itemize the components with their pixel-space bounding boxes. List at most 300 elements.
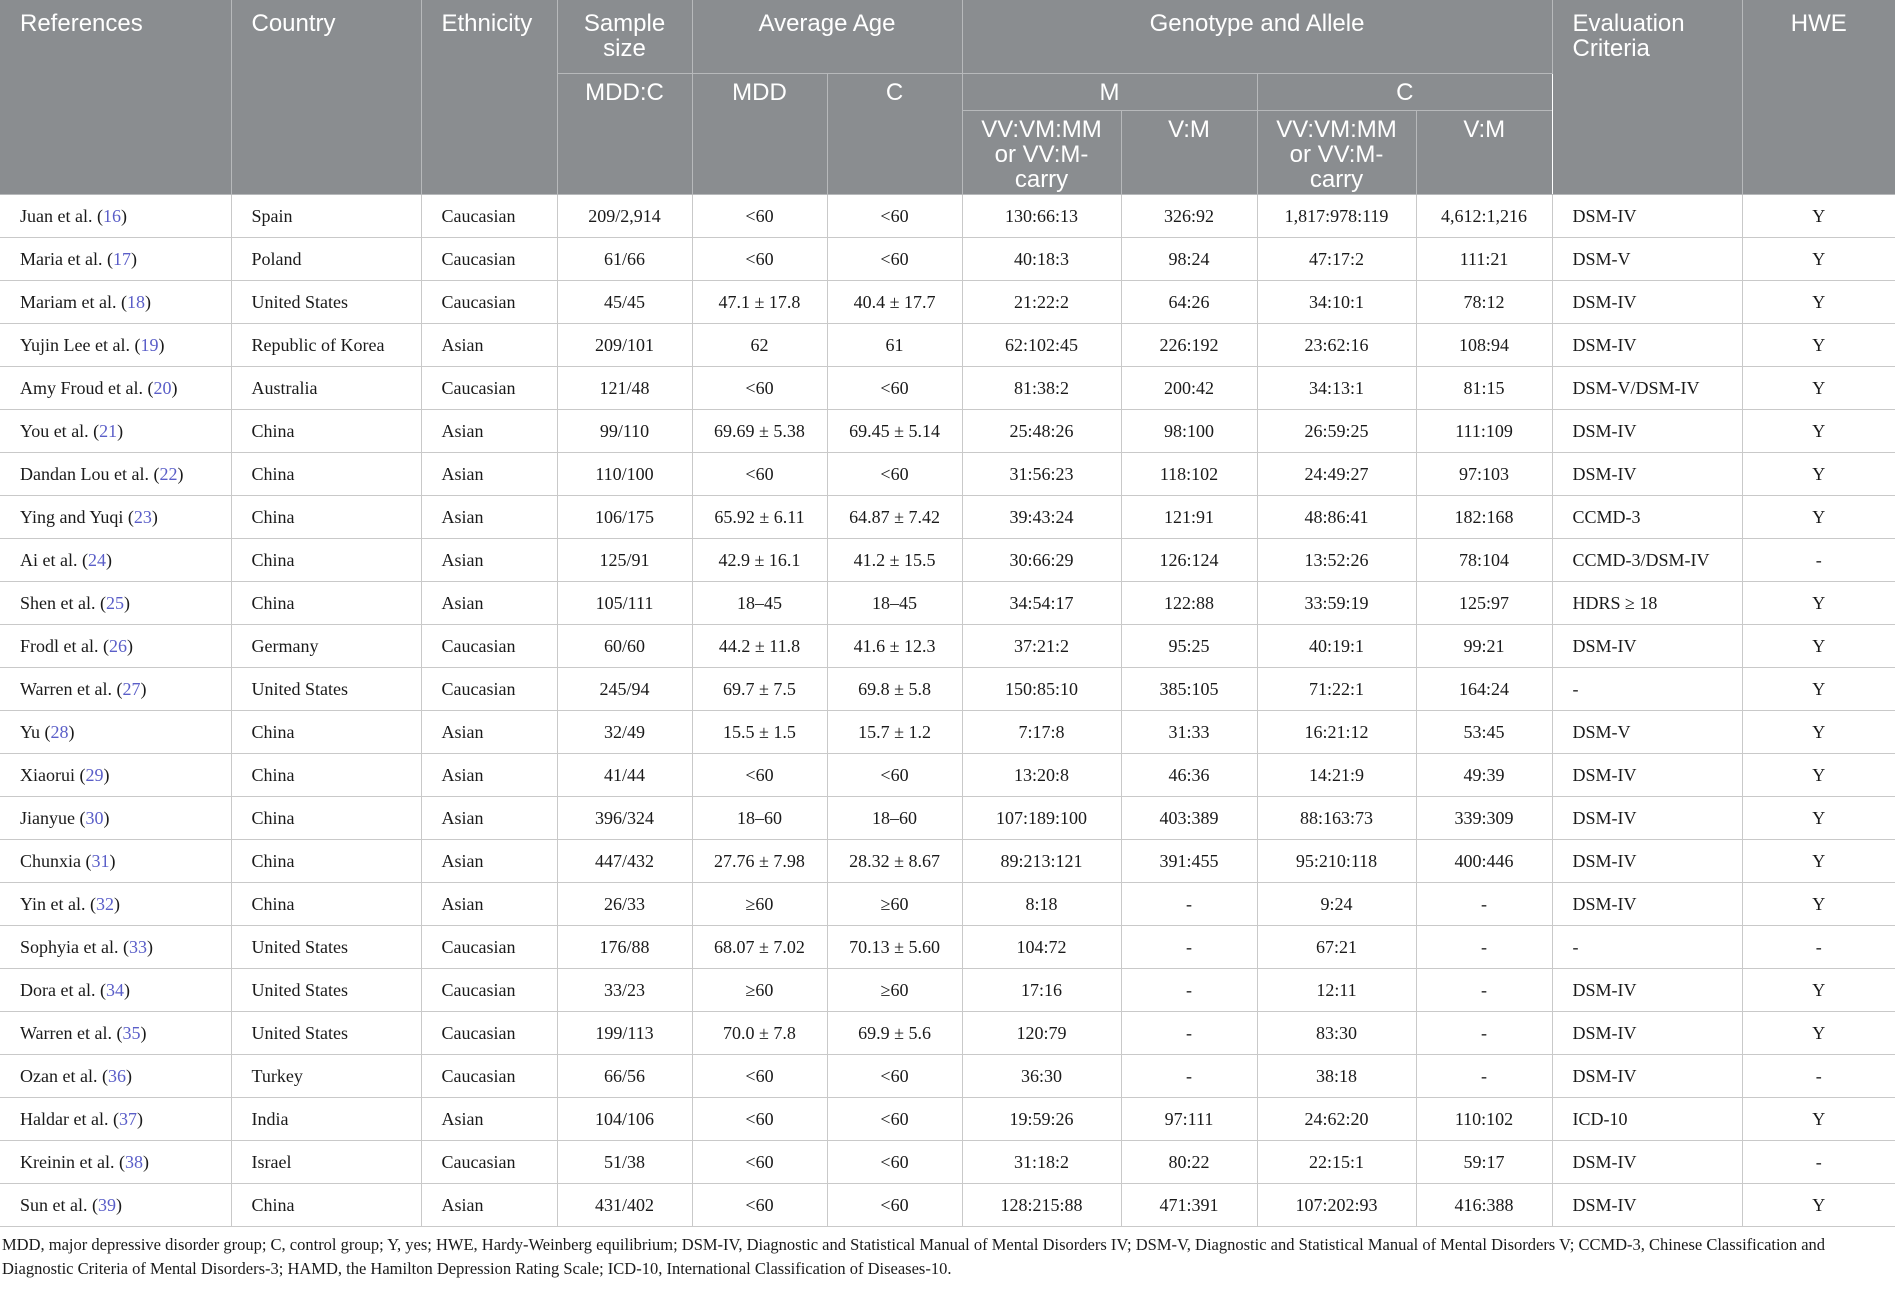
cell-reference (0, 1141, 231, 1184)
cell-sample-size: 447/432 (557, 840, 692, 883)
reference-number-link[interactable]: 39 (98, 1194, 116, 1215)
reference-author: Ozan et al. ( (20, 1065, 108, 1086)
reference-number-link[interactable]: 31 (91, 850, 110, 871)
cell-m-genotype: 30:66:29 (962, 539, 1121, 582)
cell-age-c: ≥60 (827, 883, 962, 926)
cell-reference (0, 840, 231, 883)
cell-evaluation-criteria: - (1552, 668, 1742, 711)
cell-sample-size: 26/33 (557, 883, 692, 926)
reference-number-link[interactable]: 25 (105, 592, 124, 613)
cell-c-allele: 4,612:1,216 (1416, 195, 1552, 238)
cell-age-c: 64.87 ± 7.42 (827, 496, 962, 539)
cell-sample-size: 105/111 (557, 582, 692, 625)
cell-c-genotype: 95:210:118 (1257, 840, 1416, 883)
cell-age-mdd: 65.92 ± 6.11 (692, 496, 827, 539)
cell-c-allele: 78:12 (1416, 281, 1552, 324)
table-row (0, 711, 1895, 754)
cell-c-genotype: 33:59:19 (1257, 582, 1416, 625)
reference-number-link[interactable]: 34 (105, 979, 124, 1000)
reference-author: Ying and Yuqi ( (20, 506, 134, 527)
cell-ethnicity: Caucasian (421, 238, 557, 281)
cell-hwe: Y (1742, 1012, 1895, 1055)
cell-evaluation-criteria: - (1552, 926, 1742, 969)
cell-m-genotype: 31:18:2 (962, 1141, 1121, 1184)
reference-number-link[interactable]: 23 (133, 506, 152, 527)
cell-evaluation-criteria: DSM-IV (1552, 410, 1742, 453)
cell-country: China (231, 410, 421, 453)
table-row (0, 969, 1895, 1012)
cell-m-genotype: 81:38:2 (962, 367, 1121, 410)
table-row (0, 1184, 1895, 1227)
cell-age-c: 15.7 ± 1.2 (827, 711, 962, 754)
cell-country: Germany (231, 625, 421, 668)
cell-country: United States (231, 969, 421, 1012)
cell-m-genotype: 17:16 (962, 969, 1121, 1012)
table-row (0, 926, 1895, 969)
cell-age-c: <60 (827, 367, 962, 410)
cell-age-mdd: <60 (692, 367, 827, 410)
cell-c-allele: 59:17 (1416, 1141, 1552, 1184)
cell-age-mdd: 44.2 ± 11.8 (692, 625, 827, 668)
reference-close-paren: ) (123, 592, 130, 613)
cell-ethnicity: Asian (421, 496, 557, 539)
cell-age-mdd: 70.0 ± 7.8 (692, 1012, 827, 1055)
cell-reference (0, 453, 231, 496)
header-genotype-allele: Genotype and Allele (962, 0, 1552, 74)
cell-c-genotype: 34:10:1 (1257, 281, 1416, 324)
cell-m-allele: 471:391 (1121, 1184, 1257, 1227)
cell-ethnicity: Caucasian (421, 281, 557, 324)
cell-m-genotype: 130:66:13 (962, 195, 1121, 238)
table-row (0, 410, 1895, 453)
cell-c-allele: 400:446 (1416, 840, 1552, 883)
cell-country: United States (231, 926, 421, 969)
cell-c-allele: 125:97 (1416, 582, 1552, 625)
reference-author: Mariam et al. ( (20, 291, 127, 312)
header-c-group: C (1257, 74, 1552, 111)
reference-author: Juan et al. ( (20, 205, 103, 226)
reference-number-link[interactable]: 35 (122, 1022, 141, 1043)
cell-age-mdd: 68.07 ± 7.02 (692, 926, 827, 969)
reference-close-paren: ) (136, 1108, 143, 1129)
cell-hwe: Y (1742, 625, 1895, 668)
reference-author: Yu ( (20, 721, 51, 742)
reference-number-link[interactable]: 20 (153, 377, 172, 398)
cell-m-allele: 200:42 (1121, 367, 1257, 410)
cell-ethnicity: Caucasian (421, 1012, 557, 1055)
cell-evaluation-criteria: DSM-IV (1552, 797, 1742, 840)
cell-age-c: 70.13 ± 5.60 (827, 926, 962, 969)
cell-reference (0, 969, 231, 1012)
cell-ethnicity: Asian (421, 410, 557, 453)
cell-age-c: <60 (827, 754, 962, 797)
cell-country: China (231, 883, 421, 926)
cell-ethnicity: Asian (421, 453, 557, 496)
header-country: Country (231, 0, 421, 195)
cell-ethnicity: Asian (421, 754, 557, 797)
cell-c-genotype: 34:13:1 (1257, 367, 1416, 410)
cell-age-c: <60 (827, 195, 962, 238)
cell-reference (0, 496, 231, 539)
reference-number-link[interactable]: 16 (102, 205, 121, 226)
cell-reference (0, 410, 231, 453)
cell-reference (0, 711, 231, 754)
table-row (0, 496, 1895, 539)
cell-age-mdd: 15.5 ± 1.5 (692, 711, 827, 754)
header-age-mdd: MDD (692, 74, 827, 195)
cell-evaluation-criteria: DSM-IV (1552, 281, 1742, 324)
table-row (0, 797, 1895, 840)
cell-age-c: 69.45 ± 5.14 (827, 410, 962, 453)
table-row (0, 324, 1895, 367)
cell-m-genotype: 89:213:121 (962, 840, 1121, 883)
table-footnote: MDD, major depressive disorder group; C, control group; Y, yes; HWE, Hardy-Weinberg equilibrium; DSM-IV, Diagnostic and Statistical Manual of Mental Disorders IV; DSM-V, Diagnostic and Statistical Manual of Mental Disorders V; CCMD-3, Chinese Classification and Diagnostic Criteria of Mental Disorders-3; HAMD, the Hamilton Depression Rating Scale; ICD-10, International Classification of Diseases-10. (2, 1235, 1826, 1278)
cell-m-allele: - (1121, 969, 1257, 1012)
cell-c-allele: 110:102 (1416, 1098, 1552, 1141)
table-row (0, 539, 1895, 582)
cell-c-genotype: 83:30 (1257, 1012, 1416, 1055)
cell-m-allele: 391:455 (1121, 840, 1257, 883)
cell-ethnicity: Asian (421, 840, 557, 883)
cell-c-genotype: 23:62:16 (1257, 324, 1416, 367)
cell-m-genotype: 31:56:23 (962, 453, 1121, 496)
table-row (0, 754, 1895, 797)
cell-age-mdd: <60 (692, 1055, 827, 1098)
cell-c-allele: - (1416, 1012, 1552, 1055)
cell-country: United States (231, 281, 421, 324)
cell-country: China (231, 453, 421, 496)
cell-sample-size: 106/175 (557, 496, 692, 539)
reference-number-link[interactable]: 37 (118, 1108, 137, 1129)
cell-age-mdd: <60 (692, 754, 827, 797)
cell-sample-size: 66/56 (557, 1055, 692, 1098)
cell-sample-size: 209/2,914 (557, 195, 692, 238)
cell-c-allele: - (1416, 1055, 1552, 1098)
cell-hwe: Y (1742, 410, 1895, 453)
cell-age-mdd: ≥60 (692, 969, 827, 1012)
reference-close-paren: ) (171, 377, 178, 398)
reference-close-paren: ) (116, 1194, 122, 1215)
cell-ethnicity: Asian (421, 539, 557, 582)
reference-number-link[interactable]: 28 (50, 721, 69, 742)
reference-number-link[interactable]: 17 (112, 248, 131, 269)
cell-reference (0, 1184, 231, 1227)
cell-hwe: - (1742, 1055, 1895, 1098)
cell-evaluation-criteria: DSM-IV (1552, 969, 1742, 1012)
cell-sample-size: 32/49 (557, 711, 692, 754)
cell-hwe: Y (1742, 281, 1895, 324)
reference-close-paren: ) (142, 1151, 149, 1172)
cell-evaluation-criteria: DSM-IV (1552, 1055, 1742, 1098)
cell-c-allele: - (1416, 883, 1552, 926)
cell-ethnicity: Asian (421, 582, 557, 625)
cell-m-allele: 46:36 (1121, 754, 1257, 797)
reference-close-paren: ) (126, 635, 133, 656)
reference-close-paren: ) (103, 764, 110, 785)
cell-m-allele: - (1121, 1012, 1257, 1055)
reference-number-link[interactable]: 27 (122, 678, 141, 699)
cell-m-allele: - (1121, 926, 1257, 969)
cell-m-allele: 126:124 (1121, 539, 1257, 582)
cell-sample-size: 51/38 (557, 1141, 692, 1184)
cell-m-allele: 118:102 (1121, 453, 1257, 496)
cell-ethnicity: Asian (421, 797, 557, 840)
reference-author: You et al. ( (20, 420, 100, 441)
header-m-genotype: VV:VM:MM or VV:M-carry (962, 111, 1121, 195)
table-row (0, 1012, 1895, 1055)
cell-c-genotype: 9:24 (1257, 883, 1416, 926)
cell-c-allele: 53:45 (1416, 711, 1552, 754)
cell-evaluation-criteria: ICD-10 (1552, 1098, 1742, 1141)
reference-number-link[interactable]: 29 (85, 764, 104, 785)
table-row (0, 1055, 1895, 1098)
cell-c-genotype: 24:62:20 (1257, 1098, 1416, 1141)
cell-reference (0, 668, 231, 711)
cell-reference (0, 926, 231, 969)
reference-number-link[interactable]: 30 (85, 807, 104, 828)
cell-country: China (231, 840, 421, 883)
reference-close-paren: ) (113, 893, 120, 914)
cell-reference (0, 1098, 231, 1141)
reference-author: Kreinin et al. ( (20, 1151, 125, 1172)
cell-ethnicity: Caucasian (421, 668, 557, 711)
cell-m-allele: 64:26 (1121, 281, 1257, 324)
cell-m-genotype: 39:43:24 (962, 496, 1121, 539)
reference-number-link[interactable]: 19 (140, 334, 159, 355)
cell-age-mdd: 62 (692, 324, 827, 367)
cell-m-allele: 226:192 (1121, 324, 1257, 367)
cell-hwe: Y (1742, 711, 1895, 754)
cell-ethnicity: Asian (421, 1098, 557, 1141)
cell-hwe: - (1742, 926, 1895, 969)
table-row (0, 840, 1895, 883)
cell-m-genotype: 34:54:17 (962, 582, 1121, 625)
cell-m-genotype: 21:22:2 (962, 281, 1121, 324)
reference-number-link[interactable]: 33 (128, 936, 147, 957)
cell-reference (0, 238, 231, 281)
cell-c-genotype: 12:11 (1257, 969, 1416, 1012)
cell-m-allele: - (1121, 1055, 1257, 1098)
header-average-age: Average Age (692, 0, 962, 74)
cell-c-allele: 111:109 (1416, 410, 1552, 453)
reference-number-link[interactable]: 22 (159, 463, 178, 484)
cell-m-allele: 98:100 (1121, 410, 1257, 453)
cell-c-allele: 416:388 (1416, 1184, 1552, 1227)
cell-ethnicity: Caucasian (421, 969, 557, 1012)
cell-c-allele: 108:94 (1416, 324, 1552, 367)
reference-author: Ai et al. ( (20, 549, 88, 570)
cell-country: China (231, 496, 421, 539)
cell-sample-size: 60/60 (557, 625, 692, 668)
cell-m-genotype: 13:20:8 (962, 754, 1121, 797)
cell-country: China (231, 582, 421, 625)
reference-number-link[interactable]: 18 (126, 291, 145, 312)
cell-hwe: Y (1742, 238, 1895, 281)
cell-ethnicity: Asian (421, 883, 557, 926)
cell-age-c: <60 (827, 453, 962, 496)
cell-sample-size: 45/45 (557, 281, 692, 324)
cell-m-allele: - (1121, 883, 1257, 926)
cell-m-allele: 385:105 (1121, 668, 1257, 711)
cell-age-mdd: <60 (692, 1098, 827, 1141)
cell-evaluation-criteria: DSM-V (1552, 238, 1742, 281)
reference-author: Haldar et al. ( (20, 1108, 119, 1129)
table-row (0, 195, 1895, 238)
cell-country: Republic of Korea (231, 324, 421, 367)
cell-age-c: <60 (827, 238, 962, 281)
cell-c-genotype: 71:22:1 (1257, 668, 1416, 711)
reference-close-paren: ) (144, 291, 151, 312)
cell-hwe: Y (1742, 668, 1895, 711)
cell-c-genotype: 22:15:1 (1257, 1141, 1416, 1184)
cell-country: Poland (231, 238, 421, 281)
cell-age-c: 18–45 (827, 582, 962, 625)
cell-m-genotype: 37:21:2 (962, 625, 1121, 668)
cell-age-c: 61 (827, 324, 962, 367)
reference-author: Sun et al. ( (20, 1194, 98, 1215)
cell-c-allele: - (1416, 969, 1552, 1012)
cell-reference (0, 582, 231, 625)
reference-author: Dora et al. ( (20, 979, 106, 1000)
cell-hwe: Y (1742, 496, 1895, 539)
cell-m-genotype: 104:72 (962, 926, 1121, 969)
table-row (0, 453, 1895, 496)
cell-country: China (231, 539, 421, 582)
reference-close-paren: ) (177, 463, 184, 484)
cell-country: United States (231, 1012, 421, 1055)
cell-m-genotype: 19:59:26 (962, 1098, 1121, 1141)
header-hwe: HWE (1742, 0, 1895, 195)
cell-reference (0, 1012, 231, 1055)
cell-hwe: - (1742, 1141, 1895, 1184)
cell-reference (0, 324, 231, 367)
cell-evaluation-criteria: DSM-IV (1552, 324, 1742, 367)
cell-reference (0, 625, 231, 668)
reference-close-paren: ) (151, 506, 158, 527)
cell-c-genotype: 38:18 (1257, 1055, 1416, 1098)
cell-m-genotype: 128:215:88 (962, 1184, 1121, 1227)
header-evaluation-criteria: Evaluation Criteria (1552, 0, 1742, 195)
cell-c-allele: 97:103 (1416, 453, 1552, 496)
cell-sample-size: 121/48 (557, 367, 692, 410)
table-row (0, 582, 1895, 625)
reference-number-link[interactable]: 32 (95, 893, 114, 914)
reference-close-paren: ) (140, 678, 147, 699)
cell-ethnicity: Caucasian (421, 625, 557, 668)
cell-reference (0, 539, 231, 582)
cell-evaluation-criteria: HDRS ≥ 18 (1552, 582, 1742, 625)
cell-country: Israel (231, 1141, 421, 1184)
header-m-group: M (962, 74, 1257, 111)
reference-number-link[interactable]: 38 (124, 1151, 143, 1172)
cell-m-allele: 326:92 (1121, 195, 1257, 238)
cell-m-allele: 97:111 (1121, 1098, 1257, 1141)
reference-close-paren: ) (120, 205, 127, 226)
cell-sample-size: 99/110 (557, 410, 692, 453)
reference-close-paren: ) (140, 1022, 147, 1043)
cell-ethnicity: Caucasian (421, 926, 557, 969)
reference-close-paren: ) (103, 807, 110, 828)
cell-c-allele: 339:309 (1416, 797, 1552, 840)
cell-evaluation-criteria: DSM-IV (1552, 883, 1742, 926)
cell-evaluation-criteria: DSM-IV (1552, 1141, 1742, 1184)
reference-number-link[interactable]: 21 (99, 420, 118, 441)
cell-m-genotype: 25:48:26 (962, 410, 1121, 453)
cell-hwe: Y (1742, 582, 1895, 625)
cell-age-mdd: 47.1 ± 17.8 (692, 281, 827, 324)
cell-m-genotype: 8:18 (962, 883, 1121, 926)
cell-age-c: 41.6 ± 12.3 (827, 625, 962, 668)
cell-age-mdd: <60 (692, 453, 827, 496)
reference-close-paren: ) (117, 420, 124, 441)
cell-ethnicity: Caucasian (421, 1141, 557, 1184)
cell-c-genotype: 88:163:73 (1257, 797, 1416, 840)
cell-sample-size: 396/324 (557, 797, 692, 840)
cell-age-c: 69.8 ± 5.8 (827, 668, 962, 711)
reference-author: Yujin Lee et al. ( (20, 334, 141, 355)
cell-m-allele: 80:22 (1121, 1141, 1257, 1184)
cell-sample-size: 176/88 (557, 926, 692, 969)
cell-ethnicity: Caucasian (421, 1055, 557, 1098)
header-c-genotype: VV:VM:MM or VV:M-carry (1257, 111, 1416, 195)
reference-number-link[interactable]: 26 (108, 635, 127, 656)
cell-age-mdd: 27.76 ± 7.98 (692, 840, 827, 883)
cell-m-genotype: 40:18:3 (962, 238, 1121, 281)
cell-c-genotype: 16:21:12 (1257, 711, 1416, 754)
cell-c-allele: 49:39 (1416, 754, 1552, 797)
cell-evaluation-criteria: DSM-V (1552, 711, 1742, 754)
cell-m-genotype: 36:30 (962, 1055, 1121, 1098)
cell-c-allele: 78:104 (1416, 539, 1552, 582)
cell-sample-size: 431/402 (557, 1184, 692, 1227)
cell-ethnicity: Asian (421, 324, 557, 367)
cell-evaluation-criteria: CCMD-3 (1552, 496, 1742, 539)
table-row (0, 238, 1895, 281)
cell-ethnicity: Caucasian (421, 367, 557, 410)
cell-ethnicity: Caucasian (421, 195, 557, 238)
cell-country: China (231, 797, 421, 840)
table-row (0, 281, 1895, 324)
cell-c-genotype: 67:21 (1257, 926, 1416, 969)
cell-sample-size: 33/23 (557, 969, 692, 1012)
cell-c-genotype: 107:202:93 (1257, 1184, 1416, 1227)
cell-sample-size: 125/91 (557, 539, 692, 582)
cell-age-mdd: <60 (692, 1184, 827, 1227)
cell-reference (0, 195, 231, 238)
table-row (0, 1098, 1895, 1141)
cell-age-c: <60 (827, 1141, 962, 1184)
reference-close-paren: ) (146, 936, 153, 957)
cell-age-mdd: ≥60 (692, 883, 827, 926)
cell-age-mdd: <60 (692, 1141, 827, 1184)
cell-c-allele: 81:15 (1416, 367, 1552, 410)
cell-hwe: Y (1742, 754, 1895, 797)
cell-reference (0, 281, 231, 324)
header-sample-size: Sample size (557, 0, 692, 74)
reference-author: Shen et al. ( (20, 592, 106, 613)
cell-sample-size: 104/106 (557, 1098, 692, 1141)
cell-hwe: - (1742, 539, 1895, 582)
reference-number-link[interactable]: 24 (87, 549, 106, 570)
cell-age-mdd: <60 (692, 238, 827, 281)
cell-country: China (231, 754, 421, 797)
cell-reference (0, 754, 231, 797)
cell-evaluation-criteria: DSM-IV (1552, 1012, 1742, 1055)
reference-number-link[interactable]: 36 (107, 1065, 126, 1086)
cell-sample-size: 110/100 (557, 453, 692, 496)
cell-hwe: Y (1742, 453, 1895, 496)
cell-m-allele: 121:91 (1121, 496, 1257, 539)
